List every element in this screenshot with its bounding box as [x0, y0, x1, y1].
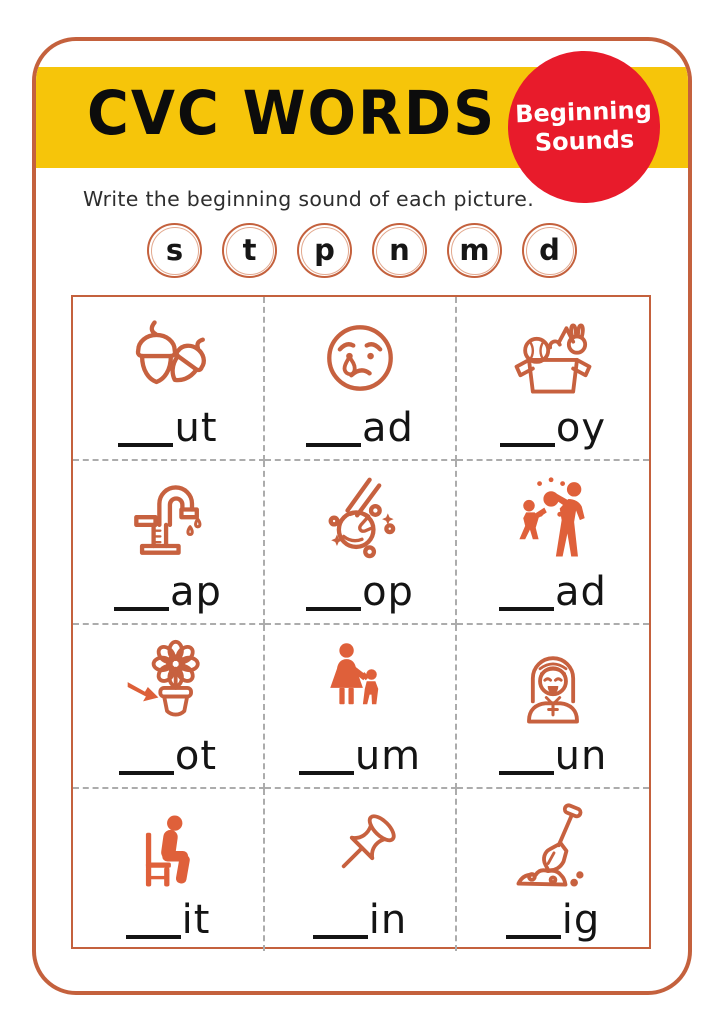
- word-ending: um: [354, 733, 422, 779]
- dad-icon: [501, 474, 605, 570]
- word-ending: op: [362, 569, 414, 615]
- answer-blank: [306, 443, 361, 447]
- dig-icon: [501, 802, 605, 898]
- word-with-blank: [119, 734, 217, 778]
- letter-label: m: [459, 233, 490, 267]
- word-with-blank: [299, 734, 421, 778]
- word-ending: it: [181, 897, 211, 943]
- letter-label: p: [314, 233, 335, 267]
- answer-blank: [499, 771, 554, 775]
- letter-label: n: [389, 233, 410, 267]
- word-with-blank: [114, 570, 222, 614]
- word-ending: ig: [561, 897, 601, 943]
- worksheet-cell-dig-ig: [457, 789, 649, 951]
- worksheet-cell-toy-oy: [457, 297, 649, 461]
- answer-blank: [114, 607, 169, 611]
- page-title: CVC WORDS: [87, 79, 497, 149]
- mop-icon: [308, 474, 412, 570]
- badge-line1: Beginning: [514, 95, 653, 129]
- answer-blank: [118, 443, 173, 447]
- word-ending: ap: [170, 569, 222, 615]
- worksheet-cell-mop-op: [265, 461, 457, 625]
- instruction-text: Write the beginning sound of each picture.: [83, 187, 535, 211]
- worksheet-cell-nut-ut: [73, 297, 265, 461]
- sad-icon: [308, 310, 412, 406]
- worksheet-sheet: [32, 37, 692, 995]
- word-ending: ad: [555, 569, 607, 615]
- word-with-blank: [499, 570, 607, 614]
- worksheet-cell-pin-in: [265, 789, 457, 951]
- pot-icon: [116, 638, 220, 734]
- nut-icon: [116, 310, 220, 406]
- worksheet-cell-mum-um: [265, 625, 457, 789]
- answer-blank: [119, 771, 174, 775]
- nun-icon: [501, 638, 605, 734]
- word-with-blank: [500, 406, 606, 450]
- answer-blank: [126, 935, 181, 939]
- letter-label: d: [539, 233, 560, 267]
- answer-blank: [306, 607, 361, 611]
- word-ending: ut: [174, 405, 218, 451]
- answer-blank: [506, 935, 561, 939]
- letter-circle-m: [447, 223, 502, 278]
- sit-icon: [116, 802, 220, 898]
- letter-circle-d: [522, 223, 577, 278]
- answer-blank: [500, 443, 555, 447]
- answer-blank: [499, 607, 554, 611]
- word-ending: oy: [555, 405, 607, 451]
- answer-blank: [313, 935, 368, 939]
- word-ending: un: [554, 733, 608, 779]
- toy-icon: [501, 310, 605, 406]
- pin-icon: [308, 802, 412, 898]
- worksheet-cell-nun-un: [457, 625, 649, 789]
- letter-circle-n: [372, 223, 427, 278]
- word-with-blank: [306, 570, 414, 614]
- letter-circle-p: [297, 223, 352, 278]
- worksheet-cell-pot-ot: [73, 625, 265, 789]
- word-ending: in: [368, 897, 408, 943]
- letter-circle-s: [147, 223, 202, 278]
- word-with-blank: [118, 406, 217, 450]
- mum-icon: [308, 638, 412, 734]
- word-with-blank: [126, 898, 211, 942]
- tap-icon: [116, 474, 220, 570]
- letter-label: s: [165, 233, 184, 267]
- word-with-blank: [306, 406, 414, 450]
- worksheet-cell-sad-ad: [265, 297, 457, 461]
- worksheet-cell-tap-ap: [73, 461, 265, 625]
- word-ending: ot: [174, 733, 218, 779]
- word-ending: ad: [362, 405, 414, 451]
- worksheet-cell-dad-ad: [457, 461, 649, 625]
- picture-grid: [71, 295, 651, 949]
- answer-blank: [299, 771, 354, 775]
- letters-row: [36, 223, 688, 278]
- word-with-blank: [313, 898, 407, 942]
- word-with-blank: [506, 898, 601, 942]
- word-with-blank: [499, 734, 608, 778]
- worksheet-cell-sit-it: [73, 789, 265, 951]
- letter-circle-t: [222, 223, 277, 278]
- letter-label: t: [242, 233, 257, 267]
- badge-line2: Sounds: [534, 125, 635, 157]
